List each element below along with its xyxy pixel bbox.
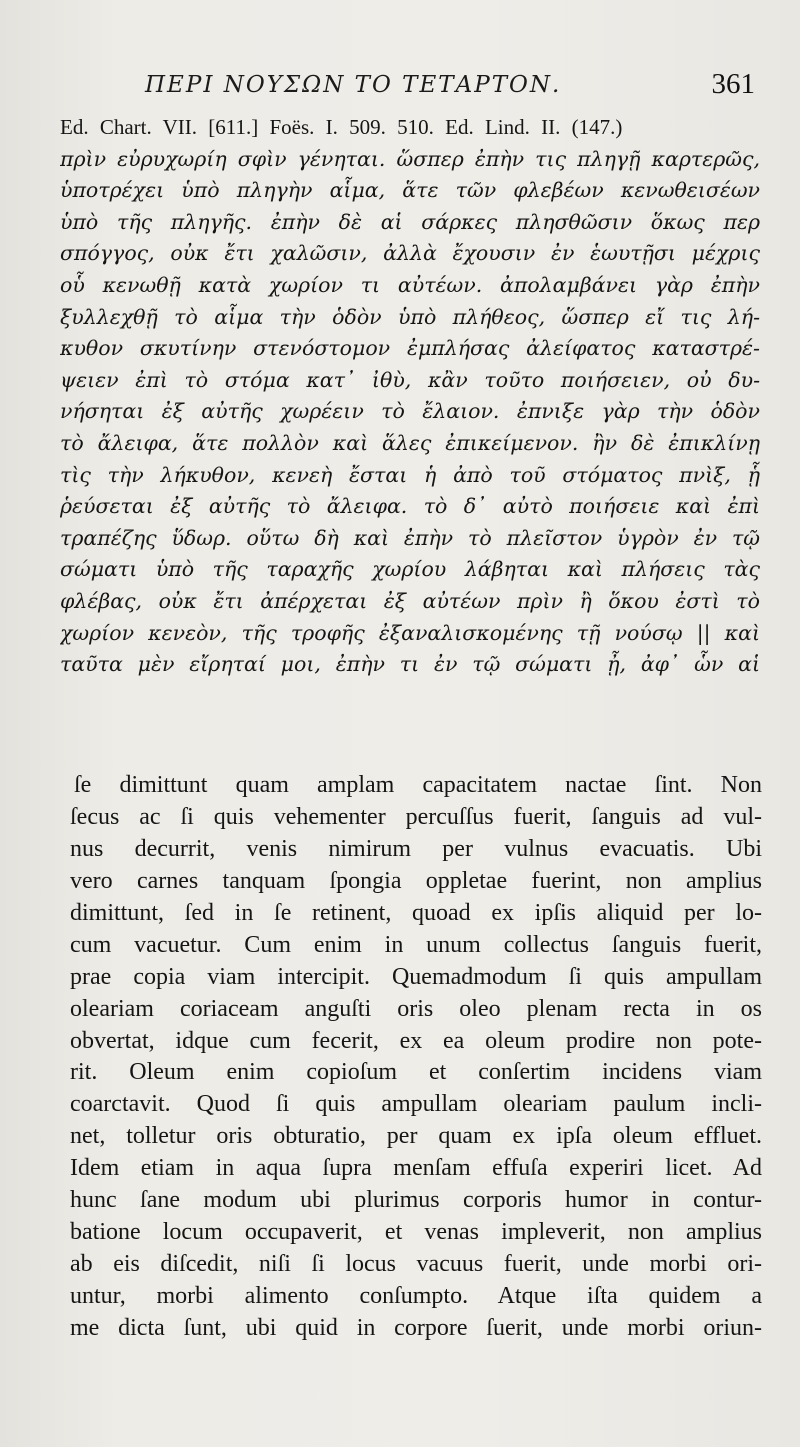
greek-text-line: σπόγγος, οὐκ ἔτι χαλῶσιν, ἀλλὰ ἔχουσιν ἐν ἑωυτῇσι μέχρις — [60, 241, 760, 266]
greek-text-line: κυθον σκυτίνην στενόστομον ἐμπλήσας ἀλείφατος καταστρέ- — [60, 336, 760, 361]
latin-text-line: ſecus ac ſi quis vehementer percuſſus fuerit, ſanguis ad vul- — [70, 803, 762, 830]
greek-text-line: νήσηται ἐξ αὐτῆς χωρέειν τὸ ἔλαιον. ἐπνιξε γὰρ τὴν ὁδὸν — [60, 399, 760, 424]
latin-text-block — [70, 770, 762, 1345]
greek-text-line: τὶς τὴν λήκυθον, κενεὴ ἔσται ἡ ἀπὸ τοῦ στόματος πνὶξ, ᾗ — [60, 462, 760, 487]
greek-text-line: ταῦτα μὲν εἴρηταί μοι, ἐπὴν τι ἐν τῷ σώματι ᾖ, ἀφ᾽ ὧν αἱ — [60, 652, 760, 677]
latin-text-line: ſe dimittunt quam amplam capacitatem nactae ſint. Non — [74, 772, 762, 798]
greek-text-block — [60, 112, 760, 681]
greek-text-line: ξυλλεχθῇ τὸ αἷμα τὴν ὁδὸν ὑπὸ πλήθεος, ὥσπερ εἴ τις λή- — [60, 304, 760, 329]
greek-text-line: ψειεν ἐπὶ τὸ στόμα κατ᾽ ἰθὺ, κἂν τοῦτο ποιήσειεν, οὐ δυ- — [60, 367, 760, 392]
latin-text-line: nus decurrit, venis nimirum per vulnus evacuatis. Ubi — [70, 835, 762, 862]
greek-text-line: σώματι ὑπὸ τῆς ταραχῆς χωρίου λάβηται καὶ πλήσεις τὰς — [60, 557, 760, 582]
greek-text-line: ῥεύσεται ἐξ αὐτῆς τὸ ἄλειφα. τὸ δ᾽ αὐτὸ ποιήσειε καὶ ἐπὶ — [60, 494, 760, 519]
latin-text-line: rit. Oleum enim copioſum et conſertim incidens viam — [70, 1059, 762, 1086]
latin-text-line: cum vacuetur. Cum enim in unum collectus ſanguis fuerit, — [70, 931, 762, 958]
latin-text-line: coarctavit. Quod ſi quis ampullam oleariam paulum incli- — [70, 1091, 762, 1118]
greek-text-line: ὑποτρέχει ὑπὸ πληγὴν αἷμα, ἅτε τῶν φλεβέων κενωθεισέων — [60, 178, 760, 203]
latin-text-line: batione locum occupaverit, et venas impleverit, non amplius — [70, 1219, 762, 1246]
latin-text-line: net, tolletur oris obturatio, per quam ex ipſa oleum effluet. — [70, 1123, 762, 1150]
greek-text-line: ὑπὸ τῆς πληγῆς. ἐπὴν δὲ αἱ σάρκες πλησθῶσιν ὅκως περ — [60, 209, 760, 234]
greek-text-line: τὸ ἄλειφα, ἅτε πολλὸν καὶ ἅλες ἐπικείμενον. ἢν δὲ ἐπικλίνῃ — [60, 430, 760, 455]
latin-text-line: untur, morbi alimento conſumpto. Atque iſta quidem a — [70, 1283, 762, 1309]
greek-text-line: Ed. Chart. VII. [611.] Foës. I. 509. 510. Ed. Lind. II. (147.) — [60, 115, 623, 139]
latin-text-line: prae copia viam intercipit. Quemadmodum ſi quis ampullam — [70, 963, 762, 990]
latin-text-line: dimittunt, ſed in ſe retinent, quoad ex ipſis aliquid per lo- — [70, 899, 762, 926]
running-title: ΠΕΡΙ ΝΟΥΣΩΝ ΤΟ ΤΕΤΑΡΤΟΝ. — [145, 72, 562, 98]
latin-text-line: Idem etiam in aqua ſupra menſam effuſa experiri licet. Ad — [70, 1155, 762, 1182]
greek-text-line: τραπέζης ὕδωρ. οὕτω δὴ καὶ ἐπὴν τὸ πλεῖστον ὑγρὸν ἐν τῷ — [60, 525, 760, 550]
latin-text-line: vero carnes tanquam ſpongia oppletae fuerint, non amplius — [70, 867, 762, 894]
page-header — [145, 68, 755, 108]
latin-text-line: hunc ſane modum ubi plurimus corporis humor in contur- — [70, 1187, 762, 1214]
latin-text-line: oleariam coriaceam anguſti oris oleo plenam recta in os — [70, 995, 762, 1022]
latin-text-line: me dicta ſunt, ubi quid in corpore ſuerit, unde morbi oriun- — [70, 1314, 762, 1341]
latin-text-line: obvertat, idque cum fecerit, ex ea oleum prodire non pote- — [70, 1027, 762, 1054]
greek-text-line: πρὶν εὐρυχωρίη σφὶν γένηται. ὥσπερ ἐπὴν τις πληγῇ καρτερῶς, — [60, 146, 760, 171]
greek-text-line: φλέβας, οὐκ ἔτι ἀπέρχεται ἐξ αὐτέων πρὶν ἢ ὅκου ἐστὶ τὸ — [60, 588, 760, 613]
page-number: 361 — [711, 68, 755, 100]
greek-text-line: χωρίον κενεὸν, τῆς τροφῆς ἐξαναλισκομένης τῇ νούσῳ || καὶ — [60, 620, 760, 645]
greek-text-line: οὗ κενωθῇ κατὰ χωρίον τι αὐτέων. ἀπολαμβάνει γὰρ ἐπὴν — [60, 272, 760, 297]
latin-text-line: ab eis diſcedit, niſi ſi locus vacuus fuerit, unde morbi ori- — [70, 1251, 762, 1278]
